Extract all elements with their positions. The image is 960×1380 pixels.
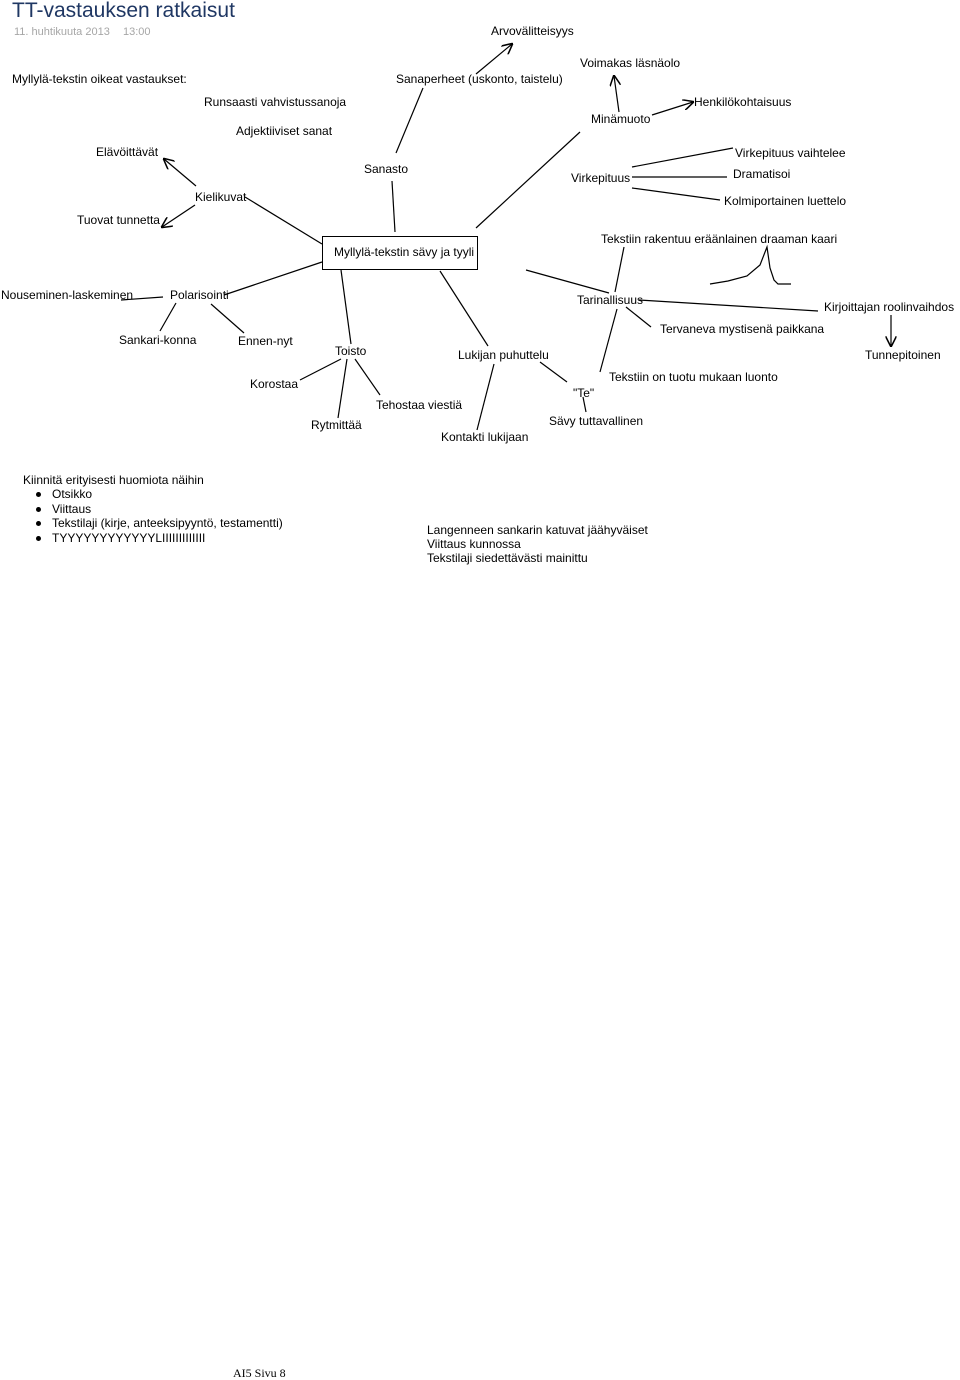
line-center-tarinallisuus xyxy=(526,270,609,293)
drama-arc-sketch xyxy=(710,247,791,284)
node-elavoittavat: Elävöittävät xyxy=(96,145,159,159)
arrow-to-elavoittavat xyxy=(164,159,196,186)
node-toisto: Toisto xyxy=(335,344,367,358)
node-rytmittaa: Rytmittää xyxy=(311,418,362,432)
node-polarisointi: Polarisointi xyxy=(170,288,229,302)
line-virkepituus-vaihtelee xyxy=(632,148,733,167)
line-polarisointi-ennen-nyt xyxy=(211,304,244,333)
line-center-virkepituus xyxy=(476,132,580,228)
node-ennen-nyt: Ennen-nyt xyxy=(238,334,293,348)
line-toisto-korostaa xyxy=(300,359,341,380)
notes-bullet-list xyxy=(52,487,283,545)
node-tuovat-tunnetta: Tuovat tunnetta xyxy=(77,213,160,227)
side-note-line: Viittaus kunnossa xyxy=(427,537,521,551)
node-henkilokohtaisuus: Henkilökohtaisuus xyxy=(694,95,792,109)
node-korostaa: Korostaa xyxy=(250,377,299,391)
node-minamuoto: Minämuoto xyxy=(591,112,651,126)
node-tehostaa-viestia: Tehostaa viestiä xyxy=(376,398,463,412)
line-virkepituus-kolmiportainen xyxy=(632,188,720,200)
node-runsaasti-vahvistussanoja: Runsaasti vahvistussanoja xyxy=(204,95,347,109)
line-tekstiin-rakentuu-tarinallisuus xyxy=(615,247,624,292)
node-tervaneva: Tervaneva mystisenä paikkana xyxy=(660,322,825,336)
line-tarinallisuus-tervaneva xyxy=(626,307,651,327)
line-toisto-tehostaa xyxy=(355,359,380,395)
node-voimakas-lasnaolo: Voimakas läsnäolo xyxy=(580,56,681,70)
notes-bullet: Tekstilaji (kirje, anteeksipyyntö, testamentti) xyxy=(52,516,283,530)
node-sanasto: Sanasto xyxy=(364,162,409,176)
node-kirjoittajan-roolinvaihdos: Kirjoittajan roolinvaihdos xyxy=(824,300,955,314)
side-note-line: Tekstilaji siedettävästi mainittu xyxy=(427,551,588,565)
node-virkepituus-vaihtelee: Virkepituus vaihtelee xyxy=(735,146,846,160)
notes-heading: Kiinnitä erityisesti huomiota näihin xyxy=(23,473,204,487)
arrow-to-voimakas-lasnaolo xyxy=(614,76,619,112)
page-date: 11. huhtikuuta 2013 xyxy=(14,26,110,38)
arrow-to-tuovat-tunnetta xyxy=(162,205,195,227)
page-time: 13:00 xyxy=(123,26,151,38)
node-savy-tuttavallinen: Sävy tuttavallinen xyxy=(549,414,644,428)
notes-bullet: TYYYYYYYYYYYYLIIIIIIIIIIIII xyxy=(52,531,283,546)
arrow-to-henkilokohtaisuus xyxy=(652,102,693,115)
node-kontakti-lukijaan: Kontakti lukijaan xyxy=(441,430,529,444)
node-tekstiin-tuotu-luonto: Tekstiin on tuotu mukaan luonto xyxy=(609,370,778,384)
node-tekstiin-rakentuu: Tekstiin rakentuu eräänlainen draaman kaari xyxy=(601,232,838,246)
line-polarisointi-center xyxy=(224,262,322,295)
arrow-to-arvovalitteisyys xyxy=(476,44,512,74)
node-nouseminen-laskeminen: Nouseminen-laskeminen xyxy=(1,288,134,302)
line-lukijan-te xyxy=(540,362,567,382)
node-kielikuvat: Kielikuvat xyxy=(195,190,247,204)
line-polarisointi-sankari-konna xyxy=(160,303,176,331)
line-tekstiin-tuotu-luonto xyxy=(600,309,617,372)
center-node: Myllylä-tekstin sävy ja tyyli xyxy=(334,245,475,259)
node-sankari-konna: Sankari-konna xyxy=(119,333,197,347)
line-center-toisto xyxy=(341,270,351,344)
page-title: TT-vastauksen ratkaisut xyxy=(12,0,235,22)
node-dramatisoi: Dramatisoi xyxy=(733,167,791,181)
node-arvovalitteisyys: Arvovälitteisyys xyxy=(491,24,574,38)
line-toisto-rytmittaa xyxy=(338,359,347,418)
page-footer: AI5 Sivu 8 xyxy=(233,1366,286,1380)
node-tunnepitoinen: Tunnepitoinen xyxy=(865,348,941,362)
notes-bullet: Viittaus xyxy=(52,502,283,517)
node-lukijan-puhuttelu: Lukijan puhuttelu xyxy=(458,348,549,362)
intro-label: Myllylä-tekstin oikeat vastaukset: xyxy=(12,72,187,86)
line-lukijan-kontakti xyxy=(477,364,494,430)
node-sanaperheet: Sanaperheet (uskonto, taistelu) xyxy=(396,72,563,86)
node-virkepituus: Virkepituus xyxy=(571,171,631,185)
node-adjektiiviset-sanat: Adjektiiviset sanat xyxy=(236,124,333,138)
notes-bullet: Otsikko xyxy=(52,487,283,502)
line-kielikuvat-center xyxy=(245,197,322,244)
side-note-line: Langenneen sankarin katuvat jäähyväiset xyxy=(427,523,648,537)
line-center-lukijan-puhuttelu xyxy=(440,271,488,346)
line-sanasto-sanaperheet xyxy=(396,88,423,153)
line-tarinallisuus-kirjoittajan xyxy=(639,300,818,311)
node-tarinallisuus: Tarinallisuus xyxy=(577,293,644,307)
line-sanasto-center xyxy=(392,181,395,232)
node-kolmiportainen-luettelo: Kolmiportainen luettelo xyxy=(724,194,847,208)
node-te: "Te" xyxy=(573,386,595,400)
